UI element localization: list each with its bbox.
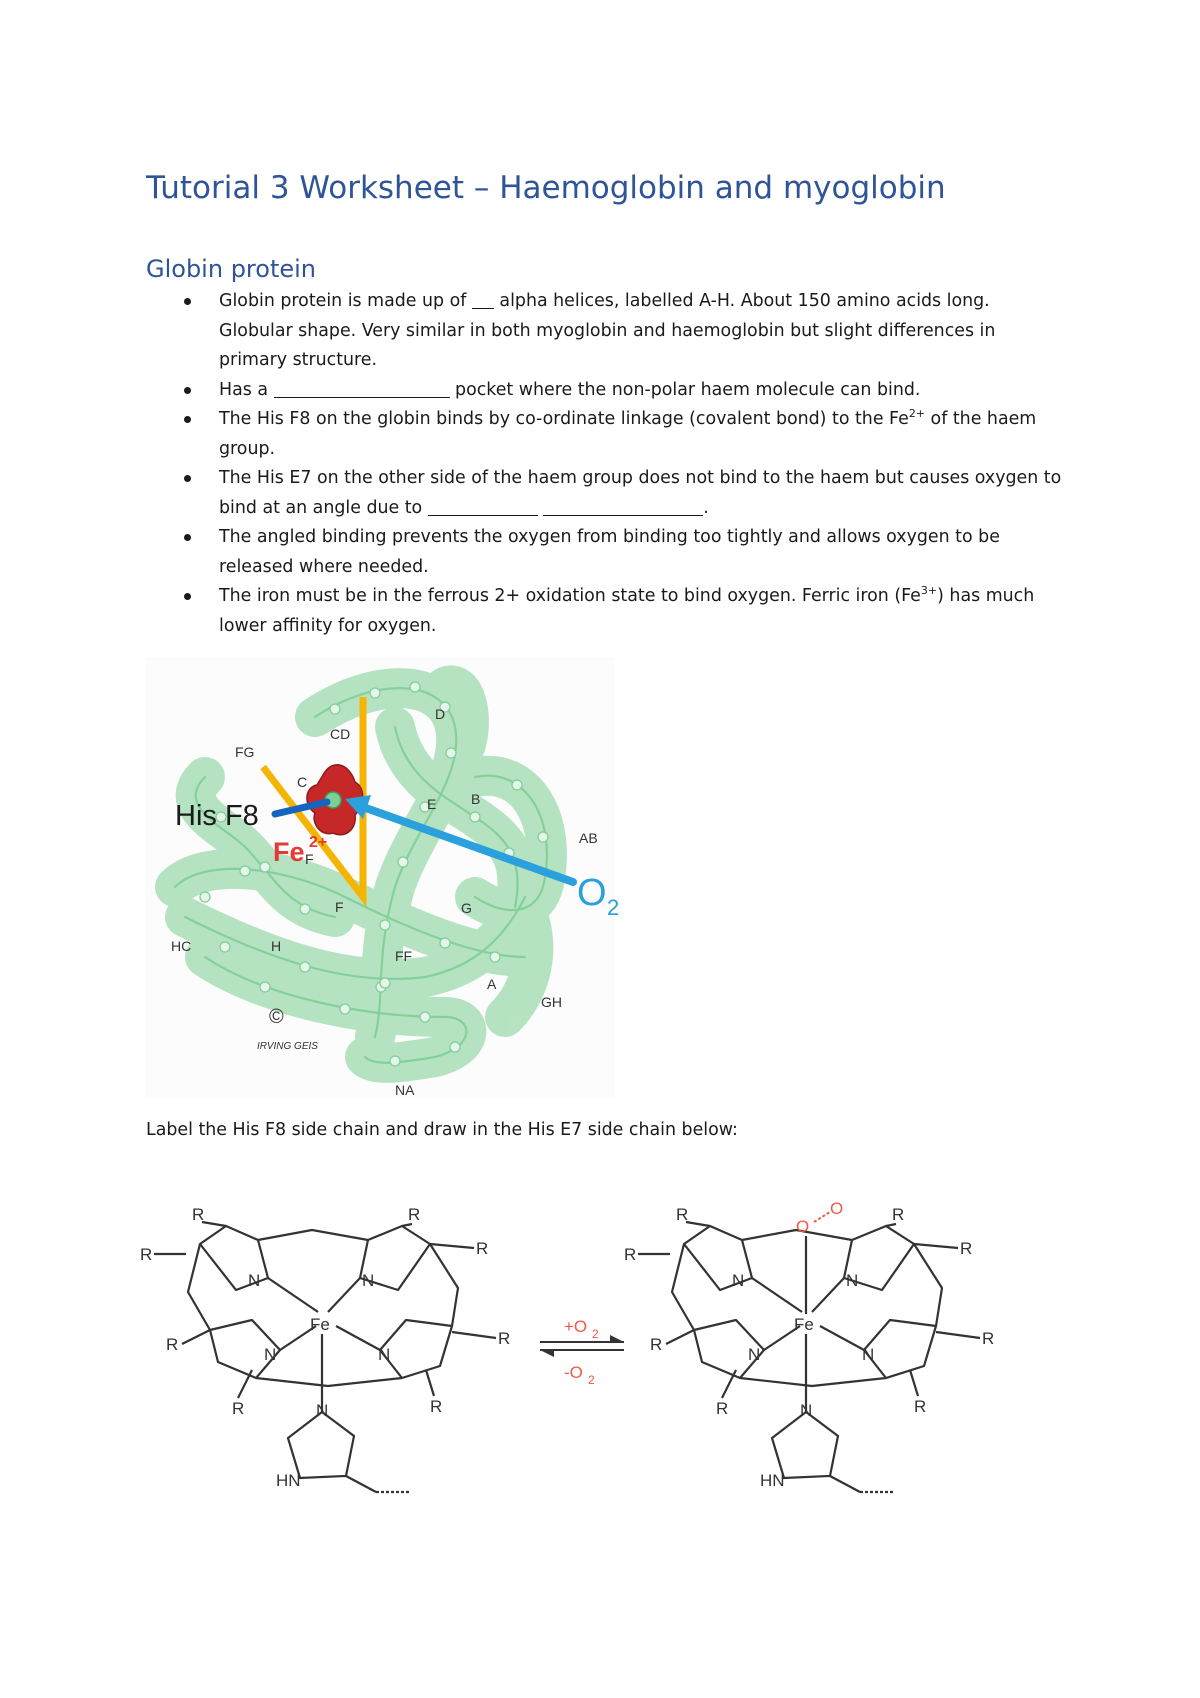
r-group: R xyxy=(476,1239,489,1258)
imidazole-nitrogen: N xyxy=(316,1401,329,1420)
r-group: R xyxy=(960,1239,973,1258)
nitrogen-label: N xyxy=(362,1271,375,1290)
haem-binding-diagram xyxy=(140,1200,1060,1530)
r-group: R xyxy=(650,1335,663,1354)
section-heading: Globin protein xyxy=(146,255,317,283)
his-f8-label: His F8 xyxy=(175,800,259,832)
nitrogen-label: N xyxy=(732,1271,745,1290)
instruction-text: Label the His F8 side chain and draw in the His E7 side chain below: xyxy=(146,1120,738,1140)
svg-text:AB: AB xyxy=(579,830,598,846)
remove-oxygen-label: -O xyxy=(564,1363,583,1382)
oxygen-atom-label: O xyxy=(830,1199,844,1218)
svg-text:F: F xyxy=(335,899,344,915)
nitrogen-label: N xyxy=(748,1345,761,1364)
svg-text:F: F xyxy=(305,851,314,867)
blank-line[interactable] xyxy=(543,497,703,516)
r-group: R xyxy=(624,1245,637,1264)
list-item: The angled binding prevents the oxygen from binding too tightly and allows oxygen to be released where needed. xyxy=(146,523,1066,582)
list-item: The His E7 on the other side of the haem group does not bind to the haem but causes oxygen to bind at an angle due to . xyxy=(146,464,1066,523)
imidazole-nitrogen: N xyxy=(800,1401,813,1420)
oxy-haem xyxy=(624,1199,994,1492)
nitrogen-label: N xyxy=(264,1345,277,1364)
bullet-icon xyxy=(184,593,191,600)
r-group: R xyxy=(914,1397,927,1416)
blank-line[interactable] xyxy=(472,290,494,309)
svg-text:Fe: Fe xyxy=(273,837,305,867)
bullet-icon xyxy=(184,475,191,482)
r-group: R xyxy=(140,1245,153,1264)
r-group: R xyxy=(892,1205,905,1224)
artist-signature: IRVING GEIS xyxy=(257,1041,318,1052)
svg-text:B: B xyxy=(471,791,481,807)
svg-text:2+: 2+ xyxy=(309,834,328,851)
bullet-icon xyxy=(184,416,191,423)
svg-text:H: H xyxy=(271,938,282,954)
r-group: R xyxy=(676,1205,689,1224)
add-oxygen-label: +O xyxy=(564,1317,588,1336)
imidazole-nh: HN xyxy=(276,1471,301,1490)
bound-oxygen xyxy=(796,1199,843,1236)
list-item: The His F8 on the globin binds by co-ordinate linkage (covalent bond) to the $Fe^{2+}$ of the haem group. xyxy=(146,405,1066,464)
list-item: The iron must be in the ferrous 2+ oxidation state to bind oxygen. Ferric iron $(Fe^{3+})$ has much lower affinity for oxygen. xyxy=(146,582,1066,641)
svg-text:2: 2 xyxy=(588,1373,595,1387)
bullet-icon xyxy=(184,298,191,305)
oxygen-atom-label: O xyxy=(796,1217,810,1236)
svg-text:E: E xyxy=(427,796,437,812)
imidazole-nh: HN xyxy=(760,1471,785,1490)
list-item: Has a pocket where the non-polar haem molecule can bind. xyxy=(146,376,1066,406)
nitrogen-label: N xyxy=(248,1271,261,1290)
blank-line[interactable] xyxy=(428,497,538,516)
iron-label: Fe xyxy=(310,1315,330,1334)
nitrogen-label: N xyxy=(846,1271,859,1290)
svg-text:FF: FF xyxy=(395,948,413,964)
r-group: R xyxy=(408,1205,421,1224)
svg-text:2: 2 xyxy=(607,895,620,920)
copyright-mark: © xyxy=(269,1006,284,1028)
svg-text:GH: GH xyxy=(541,994,562,1010)
bullet-list xyxy=(146,287,1066,641)
nitrogen-label: N xyxy=(378,1345,391,1364)
iron-label: Fe xyxy=(794,1315,814,1334)
svg-text:2: 2 xyxy=(592,1327,599,1341)
svg-text:NA: NA xyxy=(395,1082,415,1098)
nitrogen-label: N xyxy=(862,1345,875,1364)
svg-text:CD: CD xyxy=(330,726,351,742)
page-title: Tutorial 3 Worksheet – Haemoglobin and myoglobin xyxy=(146,170,946,206)
r-group: R xyxy=(192,1205,205,1224)
svg-text:A: A xyxy=(487,976,497,992)
svg-text:O: O xyxy=(577,872,607,914)
bullet-icon xyxy=(184,534,191,541)
r-group: R xyxy=(716,1399,729,1418)
bullet-icon xyxy=(184,387,191,394)
equilibrium-arrows xyxy=(540,1317,624,1387)
r-group: R xyxy=(166,1335,179,1354)
deoxy-haem xyxy=(140,1205,510,1492)
blank-line[interactable] xyxy=(274,379,450,398)
svg-text:G: G xyxy=(461,900,472,916)
svg-text:D: D xyxy=(435,706,446,722)
list-item: Globin protein is made up of alpha helices, labelled A-H. About 150 amino acids long. Globular shape. Very similar in both myoglobin and haemoglobin but slight differences in primary structure. xyxy=(146,287,1066,376)
r-group: R xyxy=(982,1329,995,1348)
svg-text:C: C xyxy=(297,774,308,790)
svg-text:HC: HC xyxy=(171,938,192,954)
globin-structure-figure xyxy=(145,657,620,1098)
svg-text:FG: FG xyxy=(235,744,255,760)
r-group: R xyxy=(498,1329,511,1348)
r-group: R xyxy=(232,1399,245,1418)
r-group: R xyxy=(430,1397,443,1416)
